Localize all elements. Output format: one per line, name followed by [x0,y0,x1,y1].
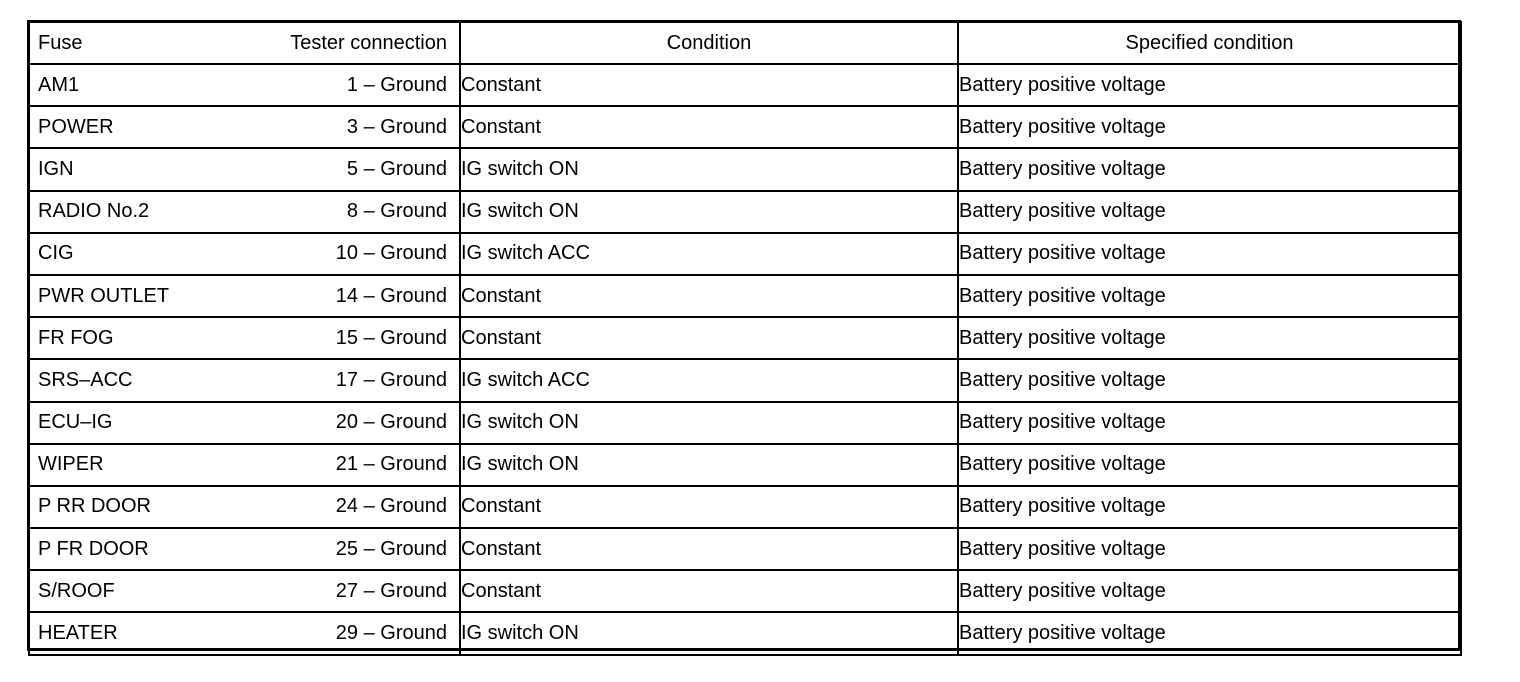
specified-condition-cell: Battery positive voltage [958,106,1461,148]
specified-condition-cell: Battery positive voltage [958,444,1461,486]
fuse-inspection-table [28,21,1462,656]
table-row [29,275,1461,317]
header-specified-condition: Specified condition [958,22,1461,64]
fuse-name: PWR OUTLET [38,284,170,307]
table-row [29,233,1461,275]
condition-cell: Constant [460,317,958,359]
fuse-tester-cell [29,106,460,148]
table-row [29,612,1461,654]
fuse-name: SRS–ACC [38,368,133,391]
table-row [29,148,1461,190]
tester-connection: 20 – Ground [335,411,447,434]
condition-cell: Constant [460,570,958,612]
table-row [29,528,1461,570]
specified-condition-cell: Battery positive voltage [958,402,1461,444]
table-row [29,402,1461,444]
fuse-tester-cell [29,570,460,612]
header-fuse-tester-cell [29,22,460,64]
tester-connection: 14 – Ground [335,284,447,307]
table-row [29,317,1461,359]
tester-connection: 15 – Ground [335,326,447,349]
fuse-name: P FR DOOR [38,537,149,560]
specified-condition-cell: Battery positive voltage [958,612,1461,654]
specified-condition-cell: Battery positive voltage [958,570,1461,612]
tester-connection: 17 – Ground [335,368,447,391]
condition-cell: IG switch ON [460,402,958,444]
condition-cell: IG switch ON [460,444,958,486]
tester-connection: 10 – Ground [335,242,447,265]
fuse-name: RADIO No.2 [38,200,150,223]
tester-connection: 27 – Ground [335,579,447,602]
fuse-tester-cell [29,148,460,190]
header-row [29,22,1461,64]
specified-condition-cell: Battery positive voltage [958,233,1461,275]
fuse-name: IGN [38,157,74,180]
table-row [29,444,1461,486]
specified-condition-cell: Battery positive voltage [958,359,1461,401]
table-row [29,486,1461,528]
header-fuse: Fuse [38,31,83,54]
table-row [29,359,1461,401]
fuse-name: FR FOG [38,326,114,349]
fuse-name: CIG [38,242,74,265]
table-row [29,64,1461,106]
tester-connection: 5 – Ground [346,157,447,180]
condition-cell: Constant [460,486,958,528]
tester-connection: 1 – Ground [346,73,447,96]
specified-condition-cell: Battery positive voltage [958,275,1461,317]
condition-cell: Constant [460,528,958,570]
specified-condition-cell: Battery positive voltage [958,64,1461,106]
condition-cell: IG switch ON [460,612,958,654]
fuse-tester-cell [29,64,460,106]
tester-connection: 8 – Ground [346,200,447,223]
condition-cell: IG switch ON [460,191,958,233]
fuse-tester-cell [29,486,460,528]
tester-connection: 29 – Ground [335,622,447,645]
fuse-name: P RR DOOR [38,495,151,518]
header-condition: Condition [460,22,958,64]
fuse-name: WIPER [38,453,104,476]
tester-connection: 25 – Ground [335,537,447,560]
specified-condition-cell: Battery positive voltage [958,486,1461,528]
fuse-tester-cell [29,317,460,359]
fuse-name: HEATER [38,622,118,645]
table-body [29,64,1461,655]
condition-cell: Constant [460,64,958,106]
tester-connection: 21 – Ground [335,453,447,476]
specified-condition-cell: Battery positive voltage [958,317,1461,359]
tester-connection: 24 – Ground [335,495,447,518]
tester-connection: 3 – Ground [346,115,447,138]
fuse-tester-cell [29,359,460,401]
condition-cell: Constant [460,106,958,148]
condition-cell: IG switch ON [460,148,958,190]
fuse-name: ECU–IG [38,411,113,434]
condition-cell: Constant [460,275,958,317]
specified-condition-cell: Battery positive voltage [958,191,1461,233]
fuse-tester-cell [29,612,460,654]
specified-condition-cell: Battery positive voltage [958,148,1461,190]
table-row [29,106,1461,148]
table-header [29,22,1461,64]
fuse-name: AM1 [38,73,80,96]
fuse-tester-cell [29,402,460,444]
header-tester-connection: Tester connection [290,31,447,54]
fuse-tester-cell [29,233,460,275]
specified-condition-cell: Battery positive voltage [958,528,1461,570]
fuse-name: POWER [38,115,114,138]
fuse-tester-cell [29,275,460,317]
condition-cell: IG switch ACC [460,233,958,275]
table-row [29,570,1461,612]
condition-cell: IG switch ACC [460,359,958,401]
fuse-name: S/ROOF [38,579,115,602]
fuse-tester-cell [29,528,460,570]
table-row [29,191,1461,233]
fuse-tester-cell [29,191,460,233]
fuse-tester-cell [29,444,460,486]
